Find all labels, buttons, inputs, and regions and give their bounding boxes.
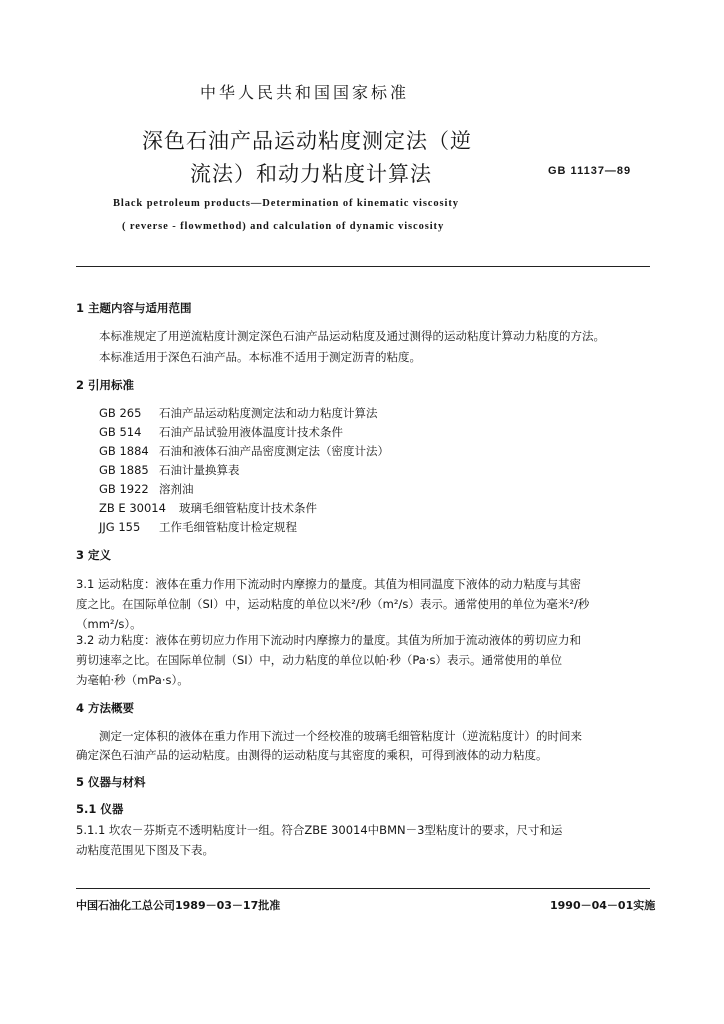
reference-code: GB 1922 bbox=[99, 482, 149, 496]
title-zh-line2: 流法）和动力粘度计算法 bbox=[190, 162, 432, 186]
standard-code: GB 11137—89 bbox=[548, 165, 632, 177]
reference-code: ZB E 30014 bbox=[99, 501, 166, 515]
section-4-paragraph: 测定一定体积的液体在重力作用下流过一个经校准的玻璃毛细管粘度计（逆流粘度计）的时间来 bbox=[99, 729, 582, 743]
reference-code: JJG 155 bbox=[99, 520, 141, 534]
standard-category: 中华人民共和国国家标准 bbox=[200, 83, 410, 102]
reference-item bbox=[99, 519, 297, 535]
reference-title: 石油产品运动粘度测定法和动力粘度计算法 bbox=[159, 406, 378, 420]
section-1-paragraph: 本标准规定了用逆流粘度计测定深色石油产品运动粘度及通过测得的运动粘度计算动力粘度的方法。 bbox=[99, 329, 605, 343]
section-4-heading: 4 方法概要 bbox=[76, 701, 135, 715]
reference-item bbox=[99, 481, 194, 497]
approval-date: 中国石油化工总公司1989－03－17批准 bbox=[76, 899, 281, 912]
reference-code: GB 1884 bbox=[99, 444, 149, 458]
section-5-heading: 5 仪器与材料 bbox=[76, 775, 146, 789]
section-5-paragraph: 5.1.1 坎农－芬斯克不透明粘度计一组。符合ZBE 30014中BMN－3型粘度计的要求，尺寸和运 bbox=[76, 823, 563, 837]
title-en-line2: ( reverse - flowmethod) and calculation of dynamic viscosity bbox=[122, 221, 445, 232]
section-1-paragraph: 本标准适用于深色石油产品。本标准不适用于测定沥青的粘度。 bbox=[99, 350, 421, 364]
reference-title: 石油计量换算表 bbox=[159, 463, 240, 477]
title-zh-line1: 深色石油产品运动粘度测定法（逆 bbox=[142, 129, 472, 153]
reference-item bbox=[99, 462, 240, 478]
definition-text: （mm²/s）。 bbox=[76, 617, 142, 631]
section-5-paragraph: 动粘度范围见下图及下表。 bbox=[76, 843, 214, 857]
reference-code: GB 1885 bbox=[99, 463, 149, 477]
reference-code: GB 265 bbox=[99, 406, 142, 420]
reference-title: 石油产品试验用液体温度计技术条件 bbox=[159, 425, 343, 439]
implementation-date: 1990－04－01实施 bbox=[550, 899, 656, 912]
section-1-heading: 1 主题内容与适用范围 bbox=[76, 301, 192, 315]
reference-title: 工作毛细管粘度计检定规程 bbox=[159, 520, 297, 534]
reference-title: 玻璃毛细管粘度计技术条件 bbox=[179, 501, 317, 515]
reference-item bbox=[99, 405, 378, 421]
definition-text: 3.2 动力粘度：液体在剪切应力作用下流动时内摩擦力的量度。其值为所加于流动液体的剪切应力和 bbox=[76, 633, 581, 647]
title-en-line1: Black petroleum products—Determination of kinematic viscosity bbox=[113, 198, 459, 209]
section-2-heading: 2 引用标准 bbox=[76, 378, 135, 392]
section-4-paragraph: 确定深色石油产品的运动粘度。由测得的运动粘度与其密度的乘积，可得到液体的动力粘度。 bbox=[76, 748, 548, 762]
subsection-heading: 5.1 仪器 bbox=[76, 802, 124, 816]
reference-item bbox=[99, 424, 343, 440]
definition-text: 剪切速率之比。在国际单位制（SI）中，动力粘度的单位以帕·秒（Pa·s）表示。通常使用的单位 bbox=[76, 653, 562, 667]
header-divider bbox=[76, 266, 650, 267]
definition-text: 3.1 运动粘度：液体在重力作用下流动时内摩擦力的量度。其值为相同温度下液体的动力粘度与其密 bbox=[76, 577, 581, 591]
footer-divider bbox=[76, 888, 650, 889]
reference-item bbox=[99, 443, 389, 459]
reference-title: 石油和液体石油产品密度测定法（密度计法） bbox=[159, 444, 389, 458]
reference-title: 溶剂油 bbox=[159, 482, 194, 496]
reference-item bbox=[99, 500, 317, 516]
definition-text: 为毫帕·秒（mPa·s）。 bbox=[76, 673, 189, 687]
reference-code: GB 514 bbox=[99, 425, 142, 439]
section-3-heading: 3 定义 bbox=[76, 548, 112, 562]
definition-text: 度之比。在国际单位制（SI）中，运动粘度的单位以米²/秒（m²/s）表示。通常使用的单位为毫米²/秒 bbox=[76, 597, 590, 611]
